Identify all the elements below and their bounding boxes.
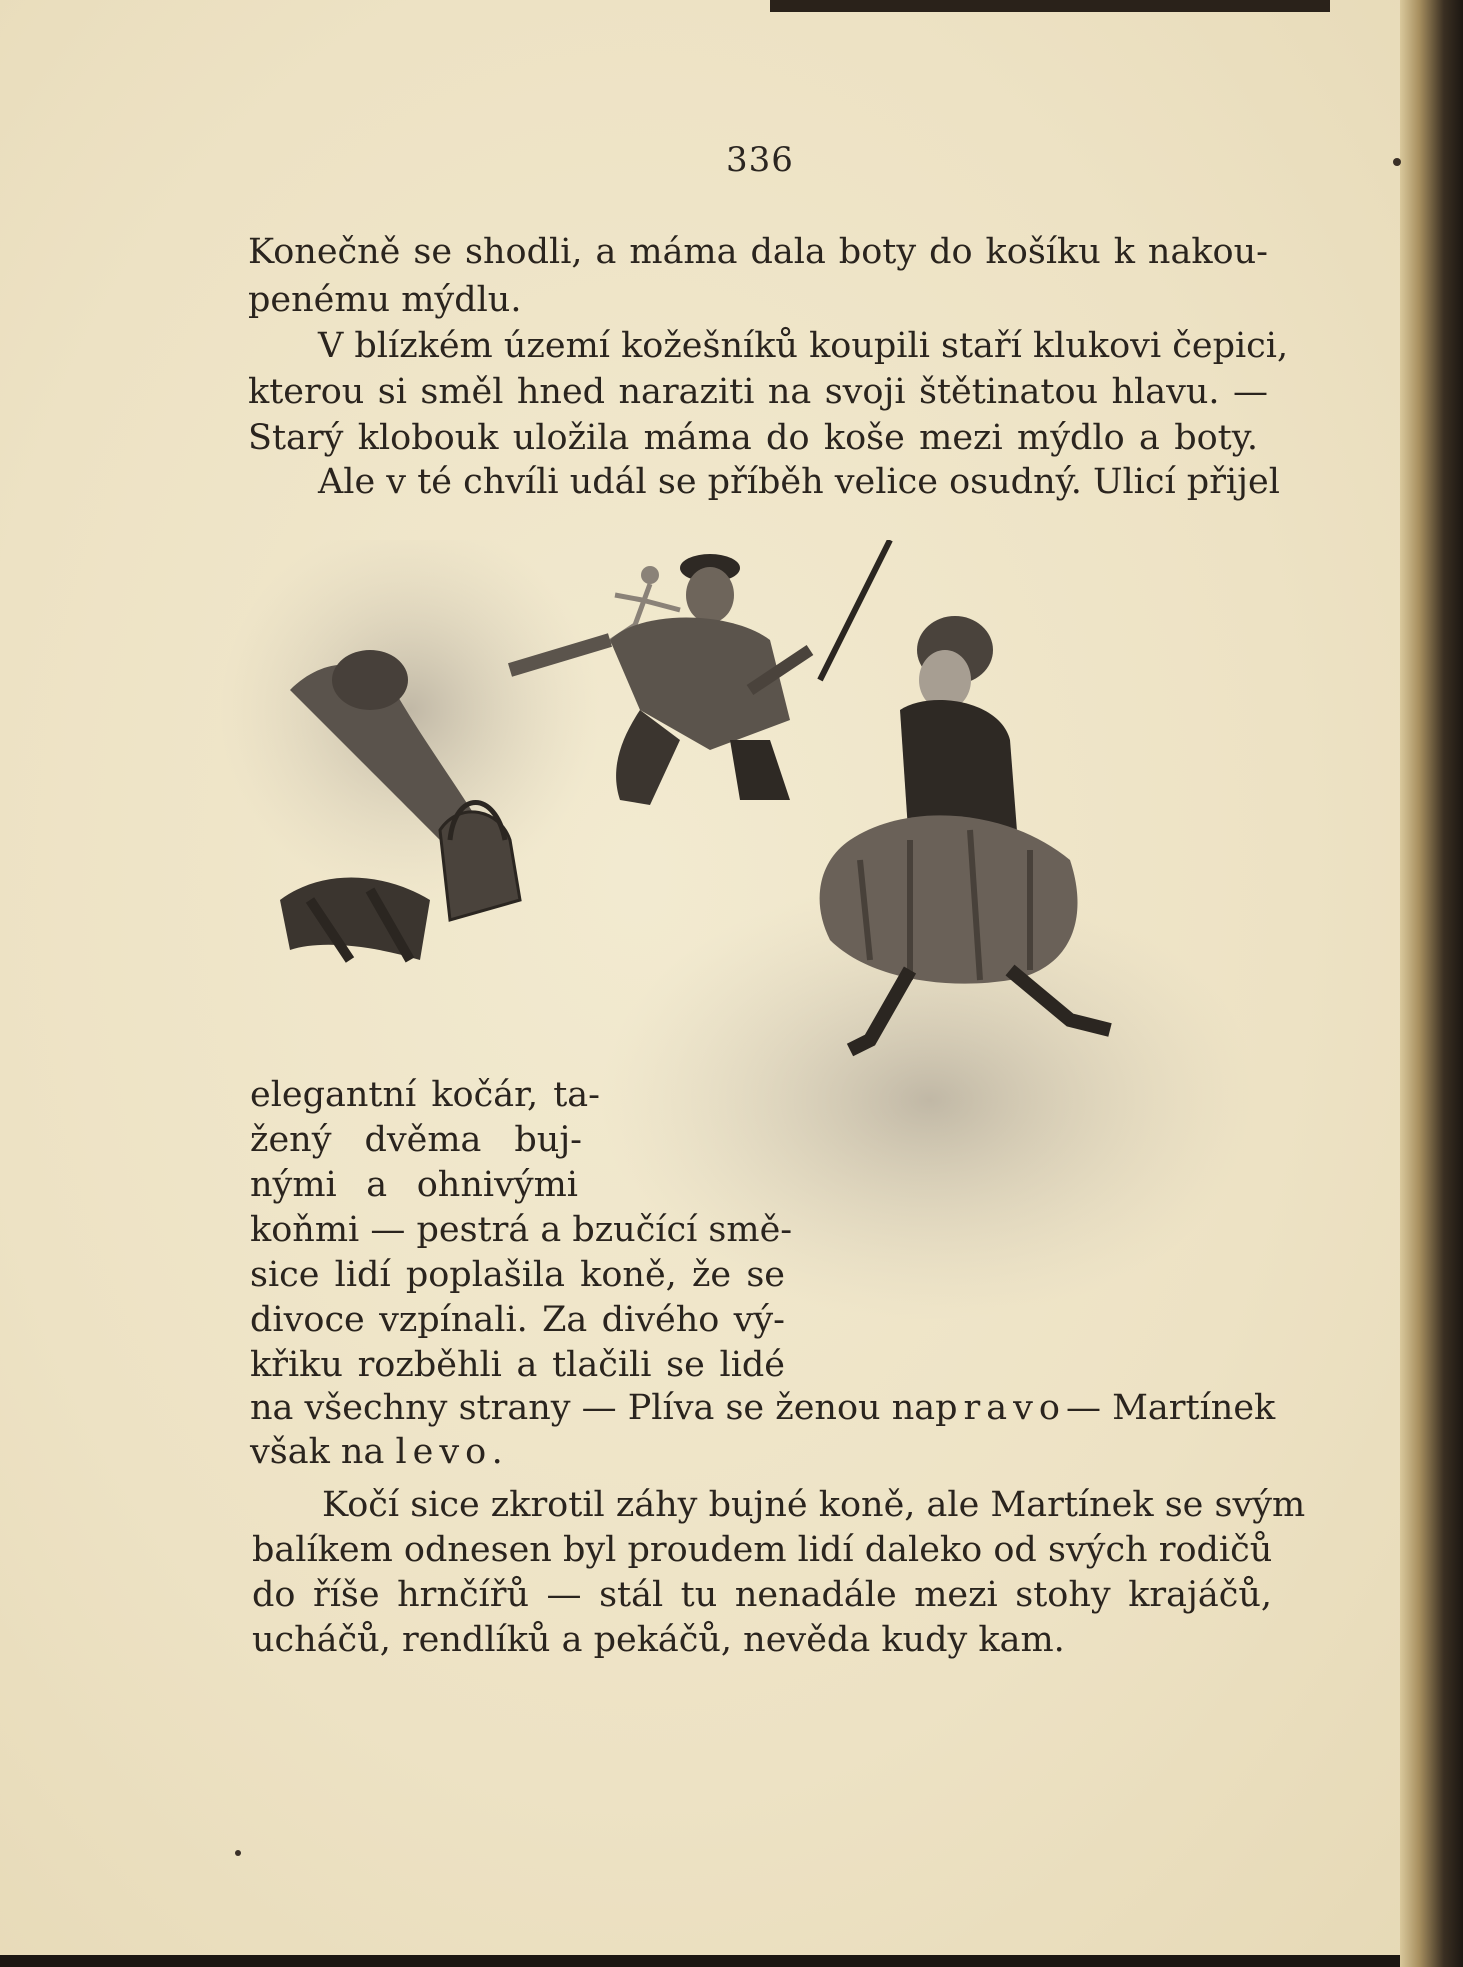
text-line: do říše hrnčířů — stál tu nenadále mezi stohy krajáčů, (252, 1575, 1272, 1615)
text-line: penému mýdlu. (248, 280, 522, 320)
text-line: Starý klobouk uložila máma do koše mezi mýdlo a boty. (248, 418, 1258, 458)
text-line: Kočí sice zkrotil záhy bujné koně, ale Martínek se svým (322, 1485, 1306, 1525)
text-line: V blízkém území kožešníků koupili staří klukovi čepici, (318, 326, 1289, 366)
scan-top-bar (770, 0, 1330, 12)
spaced-word: levo. (395, 1432, 509, 1472)
text-line: divoce vzpínali. Za divého vý- (250, 1300, 785, 1340)
text-line: kterou si směl hned naraziti na svoji štětinatou hlavu. — (248, 372, 1268, 412)
text-line: žený dvěma buj- (250, 1120, 582, 1160)
text-line: koňmi — pestrá a bzučící smě- (250, 1210, 793, 1250)
text-line (250, 1388, 1276, 1428)
scan-speck (1393, 158, 1401, 166)
text-line: křiku rozběhli a tlačili se lidé (250, 1345, 785, 1385)
page-edge (1400, 0, 1463, 1967)
text-segment: — Martínek (1065, 1388, 1276, 1428)
text-line (250, 1432, 509, 1472)
page-number: 336 (726, 140, 794, 180)
text-segment: však na (250, 1432, 385, 1472)
text-line: nými a ohnivými (250, 1165, 578, 1205)
text-line: elegantní kočár, ta- (250, 1075, 600, 1115)
text-line: balíkem odnesen byl proudem lidí daleko od svých rodičů (252, 1530, 1273, 1570)
text-line: Ale v té chvíli udál se příběh velice osudný. Ulicí přijel (318, 462, 1280, 502)
text-line: Konečně se shodli, a máma dala boty do košíku k nakou- (248, 232, 1268, 272)
text-segment: na všechny strany — Plíva se ženou na (250, 1388, 936, 1428)
spaced-word: pravo (935, 1388, 1066, 1428)
scan-speck (235, 1850, 241, 1856)
text-line: sice lidí poplašila koně, že se (250, 1255, 785, 1295)
text-line: ucháčů, rendlíků a pekáčů, nevěda kudy kam. (252, 1620, 1065, 1660)
